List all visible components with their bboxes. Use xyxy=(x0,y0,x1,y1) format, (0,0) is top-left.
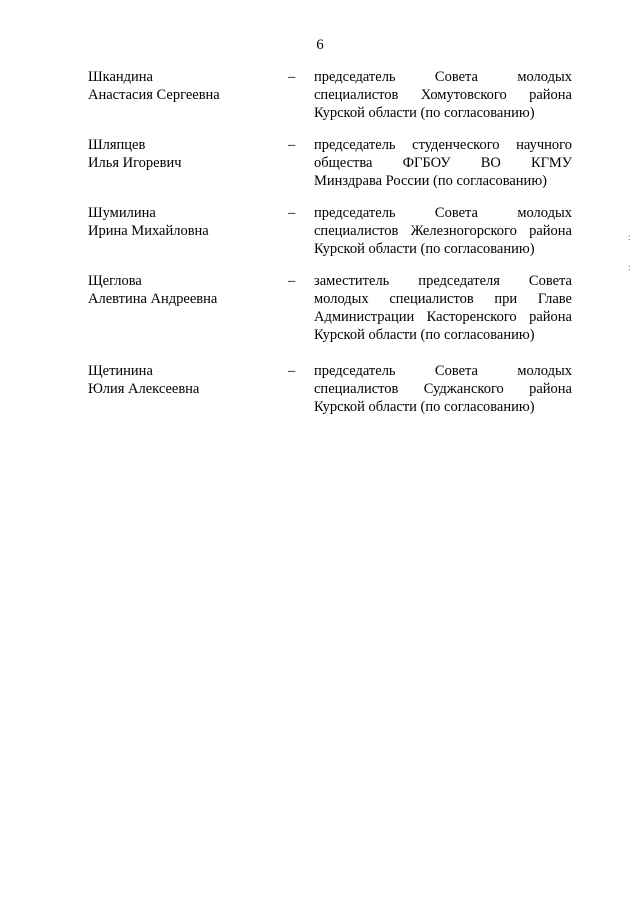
separator-dash: – xyxy=(288,205,296,221)
member-name xyxy=(88,272,288,308)
list-item xyxy=(88,68,580,122)
member-list xyxy=(88,68,580,430)
role-line: Минздрава России (по согласованию) xyxy=(314,173,547,189)
member-given-names: Юлия Алексеевна xyxy=(88,381,200,397)
role-line: председатель студенческого научного xyxy=(314,137,572,153)
list-item xyxy=(88,272,580,344)
member-given-names: Илья Игоревич xyxy=(88,155,182,171)
role-line: специалистов Хомутовского района xyxy=(314,87,572,103)
separator-dash: – xyxy=(288,273,296,289)
role-line: Курской области (по согласованию) xyxy=(314,105,535,121)
member-role xyxy=(314,272,572,344)
role-line: специалистов Железногорского района xyxy=(314,223,572,239)
member-name xyxy=(88,136,288,172)
role-line: заместитель председателя Совета xyxy=(314,273,572,289)
member-role xyxy=(314,362,572,416)
member-given-names: Ирина Михайловна xyxy=(88,223,209,239)
separator-dash: – xyxy=(288,137,296,153)
member-role xyxy=(314,136,572,190)
margin-mark: : xyxy=(628,262,631,272)
role-line: председатель Совета молодых xyxy=(314,363,572,379)
member-name xyxy=(88,362,288,398)
role-line: специалистов Суджанского района xyxy=(314,381,572,397)
margin-mark: : xyxy=(628,232,631,242)
member-surname: Шумилина xyxy=(88,205,156,221)
role-line: председатель Совета молодых xyxy=(314,69,572,85)
member-given-names: Алевтина Андреевна xyxy=(88,291,218,307)
member-role xyxy=(314,204,572,258)
list-item xyxy=(88,204,580,258)
page-number: 6 xyxy=(316,37,324,53)
role-line: общества ФГБОУ ВО КГМУ xyxy=(314,155,572,171)
separator-dash: – xyxy=(288,69,296,85)
member-surname: Щетинина xyxy=(88,363,153,379)
role-line: молодых специалистов при Главе xyxy=(314,291,572,307)
member-surname: Шкандина xyxy=(88,69,153,85)
member-name xyxy=(88,68,288,104)
role-line: Курской области (по согласованию) xyxy=(314,241,535,257)
list-item xyxy=(88,136,580,190)
list-item xyxy=(88,362,580,416)
member-name xyxy=(88,204,288,240)
member-role xyxy=(314,68,572,122)
role-line: председатель Совета молодых xyxy=(314,205,572,221)
separator-dash: – xyxy=(288,363,296,379)
member-given-names: Анастасия Сергеевна xyxy=(88,87,220,103)
role-line: Администрации Касторенского района xyxy=(314,309,572,325)
role-line: Курской области (по согласованию) xyxy=(314,399,535,415)
member-surname: Шляпцев xyxy=(88,137,146,153)
role-line: Курской области (по согласованию) xyxy=(314,327,535,343)
member-surname: Щеглова xyxy=(88,273,142,289)
